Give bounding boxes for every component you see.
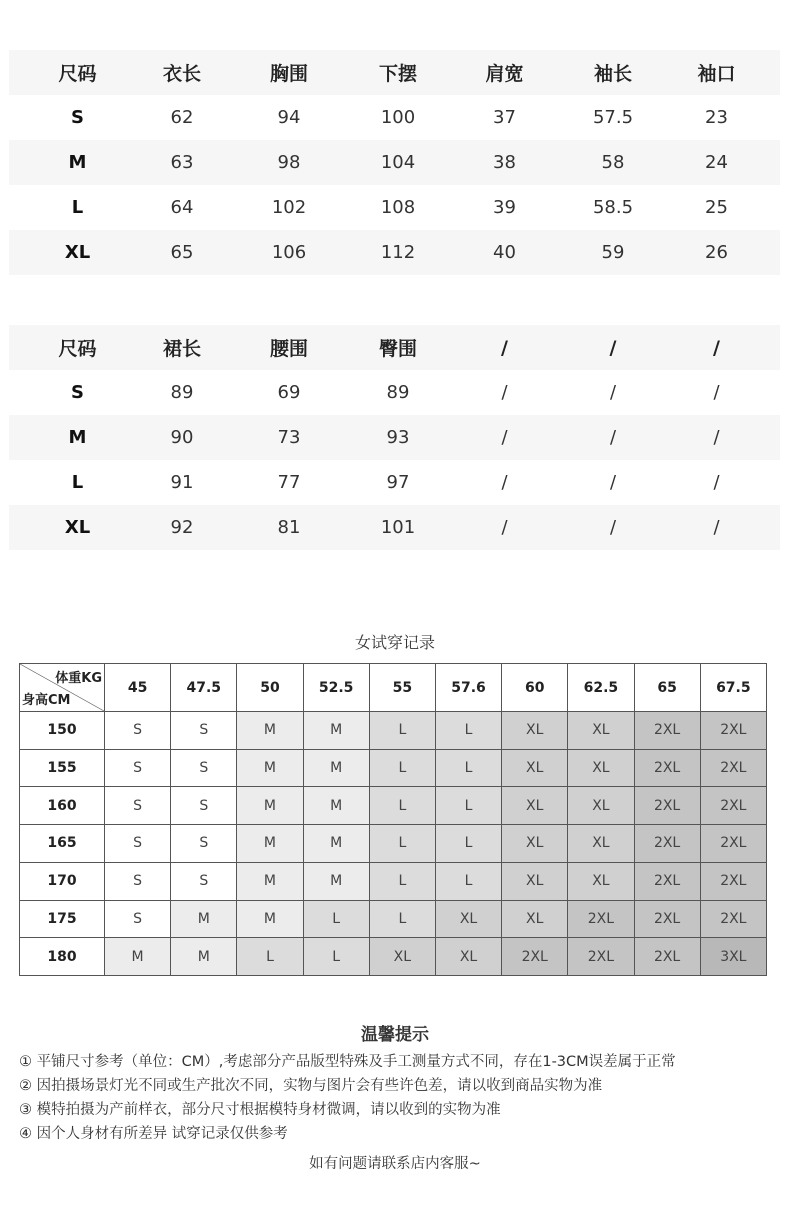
table-cell: 89 xyxy=(386,382,410,403)
size-recommendation-cell: 2XL xyxy=(634,712,700,750)
height-axis-label: 身高CM xyxy=(22,693,71,708)
size-recommendation-cell: L xyxy=(435,862,501,900)
height-cell: 160 xyxy=(20,787,105,825)
table-cell: 100 xyxy=(380,107,416,128)
size-recommendation-cell: XL xyxy=(502,787,568,825)
size-recommendation-cell: XL xyxy=(502,825,568,863)
size-recommendation-cell: M xyxy=(237,712,303,750)
table-cell: 62 xyxy=(170,107,194,128)
size-recommendation-cell: M xyxy=(171,938,237,976)
table-cell: / xyxy=(609,472,617,493)
size-recommendation-cell: XL xyxy=(568,825,634,863)
tryon-row xyxy=(20,749,767,787)
size-recommendation-cell: M xyxy=(303,712,369,750)
tryon-row xyxy=(20,862,767,900)
size-table-top xyxy=(9,50,780,295)
table-cell: / xyxy=(501,472,508,493)
size-recommendation-cell: 2XL xyxy=(634,938,700,976)
size-recommendation-cell: S xyxy=(171,712,237,750)
size-recommendation-cell: M xyxy=(303,787,369,825)
table-row xyxy=(9,230,780,275)
size-recommendation-cell: S xyxy=(105,862,171,900)
table-cell: / xyxy=(501,427,508,448)
tryon-row xyxy=(20,825,767,863)
table-cell: 90 xyxy=(170,427,194,448)
table-row xyxy=(9,505,780,550)
table-spacer xyxy=(9,275,780,295)
height-cell: 165 xyxy=(20,825,105,863)
table-cell: 81 xyxy=(277,517,301,538)
tryon-title: 女试穿记录 xyxy=(354,633,435,652)
contact-note: 如有问题请联系店内客服~ xyxy=(309,1156,481,1172)
size-recommendation-cell: L xyxy=(435,787,501,825)
size-recommendation-cell: 2XL xyxy=(700,749,766,787)
table-cell: 59 xyxy=(601,242,625,263)
size-recommendation-cell: S xyxy=(105,712,171,750)
size-recommendation-cell: L xyxy=(237,938,303,976)
table-cell: / xyxy=(501,382,508,403)
height-cell: 155 xyxy=(20,749,105,787)
weight-header: 47.5 xyxy=(171,664,237,712)
header-cell: 尺码 xyxy=(58,63,97,85)
table-cell: 63 xyxy=(170,152,194,173)
table-row xyxy=(9,140,780,185)
size-recommendation-cell: XL xyxy=(502,712,568,750)
size-recommendation-cell: L xyxy=(369,749,435,787)
table-header-row xyxy=(9,325,780,370)
tip-item: ① 平铺尺寸参考（单位：CM）,考虑部分产品版型特殊及手工测量方式不同，存在1-3CM误差属于正常 xyxy=(19,1054,676,1070)
size-recommendation-cell: S xyxy=(171,749,237,787)
height-cell: 175 xyxy=(20,900,105,938)
table-cell: 57.5 xyxy=(592,107,634,128)
table-spacer xyxy=(9,550,780,566)
size-recommendation-cell: XL xyxy=(568,749,634,787)
tip-item: ② 因拍摄场景灯光不同或生产批次不同，实物与图片会有些许色差，请以收到商品实物为准 xyxy=(19,1078,603,1094)
size-recommendation-cell: M xyxy=(105,938,171,976)
header-cell: 臀围 xyxy=(378,338,417,360)
table-cell: 58.5 xyxy=(592,197,634,218)
weight-header: 60 xyxy=(502,664,568,712)
size-recommendation-cell: M xyxy=(303,825,369,863)
size-recommendation-cell: 2XL xyxy=(700,787,766,825)
tryon-header-row xyxy=(20,664,767,712)
size-recommendation-cell: XL xyxy=(568,787,634,825)
weight-header: 52.5 xyxy=(303,664,369,712)
tryon-row xyxy=(20,938,767,976)
table-cell: 108 xyxy=(380,197,416,218)
size-recommendation-cell: 2XL xyxy=(634,900,700,938)
table-cell: / xyxy=(713,472,720,493)
table-cell: / xyxy=(609,427,617,448)
size-recommendation-cell: S xyxy=(105,825,171,863)
size-recommendation-cell: XL xyxy=(568,712,634,750)
size-recommendation-cell: M xyxy=(237,825,303,863)
size-recommendation-cell: 2XL xyxy=(568,938,634,976)
header-cell: / xyxy=(609,336,617,359)
size-cell: M xyxy=(68,427,87,448)
size-recommendation-cell: S xyxy=(171,825,237,863)
header-cell: / xyxy=(713,336,720,359)
size-recommendation-cell: L xyxy=(303,938,369,976)
tip-item: ④ 因个人身材有所差异 试穿记录仅供参考 xyxy=(19,1126,288,1142)
table-cell: 23 xyxy=(705,107,728,128)
size-cell: S xyxy=(71,107,84,128)
height-cell: 150 xyxy=(20,712,105,750)
table-cell: 97 xyxy=(386,472,410,493)
size-recommendation-cell: L xyxy=(435,825,501,863)
table-cell: 112 xyxy=(380,242,416,263)
table-cell: / xyxy=(609,382,617,403)
weight-axis-label: 体重KG xyxy=(55,671,102,686)
header-cell: 腰围 xyxy=(269,338,308,360)
size-recommendation-cell: L xyxy=(369,787,435,825)
size-recommendation-cell: 2XL xyxy=(634,787,700,825)
size-recommendation-cell: 2XL xyxy=(700,900,766,938)
size-recommendation-cell: XL xyxy=(502,749,568,787)
table-cell: 91 xyxy=(170,472,194,493)
table-cell: / xyxy=(713,382,720,403)
size-cell: M xyxy=(68,152,87,173)
table-cell: 69 xyxy=(277,382,301,403)
tryon-row xyxy=(20,900,767,938)
tryon-row xyxy=(20,787,767,825)
weight-header: 65 xyxy=(634,664,700,712)
table-cell: 92 xyxy=(170,517,194,538)
header-cell: 衣长 xyxy=(162,63,201,85)
size-recommendation-cell: M xyxy=(237,787,303,825)
height-cell: 180 xyxy=(20,938,105,976)
tip-item: ③ 模特拍摄为产前样衣，部分尺寸根据模特身材微调，请以收到的实物为准 xyxy=(19,1102,501,1118)
size-cell: L xyxy=(71,197,84,218)
size-recommendation-cell: M xyxy=(237,862,303,900)
table-cell: / xyxy=(501,517,508,538)
table-row xyxy=(9,460,780,505)
size-recommendation-cell: XL xyxy=(502,900,568,938)
table-cell: 39 xyxy=(493,197,516,218)
size-table-bottom xyxy=(9,325,780,566)
table-cell: 101 xyxy=(380,517,416,538)
size-cell: XL xyxy=(64,517,91,538)
size-recommendation-cell: 2XL xyxy=(700,862,766,900)
tryon-table xyxy=(19,663,767,976)
size-recommendation-cell: M xyxy=(171,900,237,938)
size-recommendation-cell: 2XL xyxy=(568,900,634,938)
size-recommendation-cell: XL xyxy=(435,900,501,938)
table-cell: 37 xyxy=(493,107,516,128)
size-recommendation-cell: 3XL xyxy=(700,938,766,976)
size-recommendation-cell: L xyxy=(303,900,369,938)
table-cell: 26 xyxy=(705,242,728,263)
size-recommendation-cell: 2XL xyxy=(634,825,700,863)
header-cell: 袖口 xyxy=(697,63,736,85)
table-row xyxy=(9,370,780,415)
size-recommendation-cell: XL xyxy=(502,862,568,900)
size-recommendation-cell: S xyxy=(105,900,171,938)
size-recommendation-cell: M xyxy=(237,749,303,787)
table-row xyxy=(9,185,780,230)
tryon-row xyxy=(20,712,767,750)
table-cell: 58 xyxy=(601,152,625,173)
table-cell: 94 xyxy=(277,107,301,128)
table-cell: 25 xyxy=(705,197,728,218)
weight-header: 67.5 xyxy=(700,664,766,712)
table-cell: 38 xyxy=(493,152,516,173)
tryon-corner-cell xyxy=(20,664,105,712)
header-cell: 袖长 xyxy=(593,63,632,85)
table-cell: 24 xyxy=(705,152,728,173)
size-recommendation-cell: S xyxy=(171,862,237,900)
table-cell: 65 xyxy=(170,242,194,263)
header-cell: 尺码 xyxy=(58,338,97,360)
size-recommendation-cell: L xyxy=(369,825,435,863)
header-cell: 裙长 xyxy=(162,338,201,360)
header-cell: 肩宽 xyxy=(485,63,524,85)
size-cell: XL xyxy=(64,242,91,263)
size-recommendation-cell: L xyxy=(369,712,435,750)
table-cell: 98 xyxy=(277,152,301,173)
size-recommendation-cell: XL xyxy=(369,938,435,976)
size-cell: L xyxy=(71,472,84,493)
weight-header: 50 xyxy=(237,664,303,712)
table-cell: 106 xyxy=(271,242,307,263)
size-recommendation-cell: 2XL xyxy=(634,749,700,787)
size-recommendation-cell: S xyxy=(105,787,171,825)
table-row xyxy=(9,415,780,460)
size-recommendation-cell: 2XL xyxy=(634,862,700,900)
table-cell: / xyxy=(713,427,720,448)
table-cell: 40 xyxy=(493,242,516,263)
table-cell: 64 xyxy=(170,197,194,218)
header-cell: / xyxy=(501,336,508,359)
size-recommendation-cell: M xyxy=(237,900,303,938)
weight-header: 57.6 xyxy=(435,664,501,712)
table-cell: 102 xyxy=(271,197,307,218)
table-cell: / xyxy=(609,517,617,538)
table-cell: 73 xyxy=(277,427,301,448)
size-recommendation-cell: L xyxy=(369,900,435,938)
tips-title: 温馨提示 xyxy=(361,1025,429,1045)
size-recommendation-cell: L xyxy=(435,749,501,787)
size-recommendation-cell: L xyxy=(435,712,501,750)
size-recommendation-cell: M xyxy=(303,862,369,900)
size-recommendation-cell: S xyxy=(171,787,237,825)
size-recommendation-cell: XL xyxy=(568,862,634,900)
size-recommendation-cell: M xyxy=(303,749,369,787)
size-recommendation-cell: S xyxy=(105,749,171,787)
header-cell: 胸围 xyxy=(269,63,308,85)
size-cell: S xyxy=(71,382,84,403)
table-row xyxy=(9,95,780,140)
table-cell: 93 xyxy=(386,427,410,448)
table-cell: 77 xyxy=(277,472,301,493)
size-recommendation-cell: 2XL xyxy=(700,825,766,863)
table-cell: 104 xyxy=(380,152,416,173)
table-cell: / xyxy=(713,517,720,538)
height-cell: 170 xyxy=(20,862,105,900)
size-recommendation-cell: 2XL xyxy=(700,712,766,750)
header-cell: 下摆 xyxy=(378,63,417,85)
size-recommendation-cell: L xyxy=(369,862,435,900)
weight-header: 62.5 xyxy=(568,664,634,712)
table-header-row xyxy=(9,50,780,95)
table-cell: 89 xyxy=(170,382,194,403)
weight-header: 55 xyxy=(369,664,435,712)
weight-header: 45 xyxy=(105,664,171,712)
size-recommendation-cell: 2XL xyxy=(502,938,568,976)
size-recommendation-cell: XL xyxy=(435,938,501,976)
